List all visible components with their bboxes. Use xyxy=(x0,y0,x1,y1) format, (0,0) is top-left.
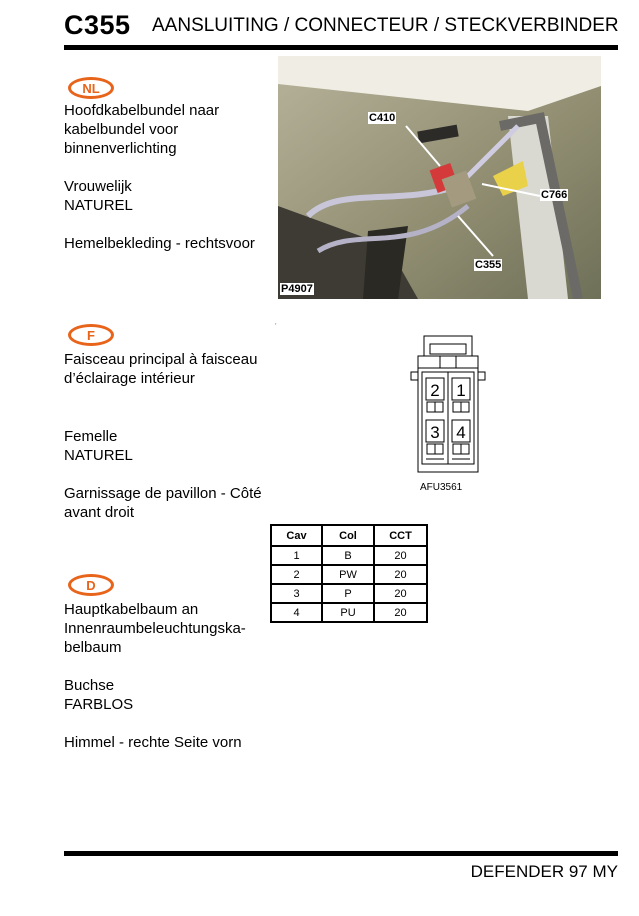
cell-col: PW xyxy=(322,565,374,584)
cell-cct: 20 xyxy=(374,546,427,565)
table-row xyxy=(271,565,427,584)
f-colour: NATUREL xyxy=(64,447,133,464)
cell-cav: 1 xyxy=(271,546,322,565)
cell-col: B xyxy=(322,546,374,565)
footer-rule xyxy=(64,851,618,856)
table-row xyxy=(271,603,427,622)
f-language-badge: F xyxy=(68,324,114,346)
nl-colour: NATUREL xyxy=(64,197,133,214)
header-rule xyxy=(64,45,618,50)
cell-cav: 2 xyxy=(271,565,322,584)
nl-language-badge: NL xyxy=(68,77,114,99)
cell-cav: 3 xyxy=(271,584,322,603)
cell-col: P xyxy=(322,584,374,603)
cell-cct: 20 xyxy=(374,565,427,584)
connector-code: C355 xyxy=(64,10,131,40)
column-header-col: Col xyxy=(322,525,374,546)
d-colour: FARBLOS xyxy=(64,696,134,713)
table-row xyxy=(271,584,427,603)
nl-gender: Vrouwelijk xyxy=(64,178,132,195)
footer-model: DEFENDER 97 MY xyxy=(470,862,618,881)
pin-label: 2 xyxy=(430,381,440,400)
nl-description: Hoofdkabelbundel naar kabelbundel voor binnenverlichting xyxy=(64,102,220,157)
photo-label-c410: C410 xyxy=(369,112,396,124)
pin-label: 1 xyxy=(456,381,466,400)
photo-label-c355: C355 xyxy=(475,259,502,271)
page-title: AANSLUITING / CONNECTEUR / STECKVERBINDER xyxy=(152,15,619,36)
figure-reference: AFU3561 xyxy=(420,482,463,493)
cell-col: PU xyxy=(322,603,374,622)
photo-reference: P4907 xyxy=(281,283,313,295)
column-header-cct: CCT xyxy=(374,525,427,546)
f-description: Faisceau principal à faisceau d’éclairage intérieur xyxy=(64,351,258,387)
scan-mark: ' xyxy=(275,322,277,331)
pin-label: 3 xyxy=(430,423,440,442)
column-header-cav: Cav xyxy=(271,525,322,546)
connector-face-diagram xyxy=(410,334,486,474)
table-row xyxy=(271,546,427,565)
d-language-badge: D xyxy=(68,574,114,596)
nl-location: Hemelbekleding - rechtsvoor xyxy=(64,235,255,252)
table-header-row xyxy=(271,525,427,546)
d-gender: Buchse xyxy=(64,677,115,694)
pin-label: 4 xyxy=(456,423,466,442)
pin-table xyxy=(270,524,428,623)
cell-cct: 20 xyxy=(374,584,427,603)
cell-cct: 20 xyxy=(374,603,427,622)
d-location: Himmel - rechte Seite vorn xyxy=(64,734,242,751)
f-location: Garnissage de pavillon - Côté avant droit xyxy=(64,485,262,521)
d-description: Hauptkabelbaum an Innenraumbeleuchtungska-belbaum xyxy=(64,601,246,656)
f-gender: Femelle xyxy=(64,428,118,445)
photo-label-c766: C766 xyxy=(541,189,568,201)
connector-location-photo xyxy=(278,56,601,299)
cell-cav: 4 xyxy=(271,603,322,622)
